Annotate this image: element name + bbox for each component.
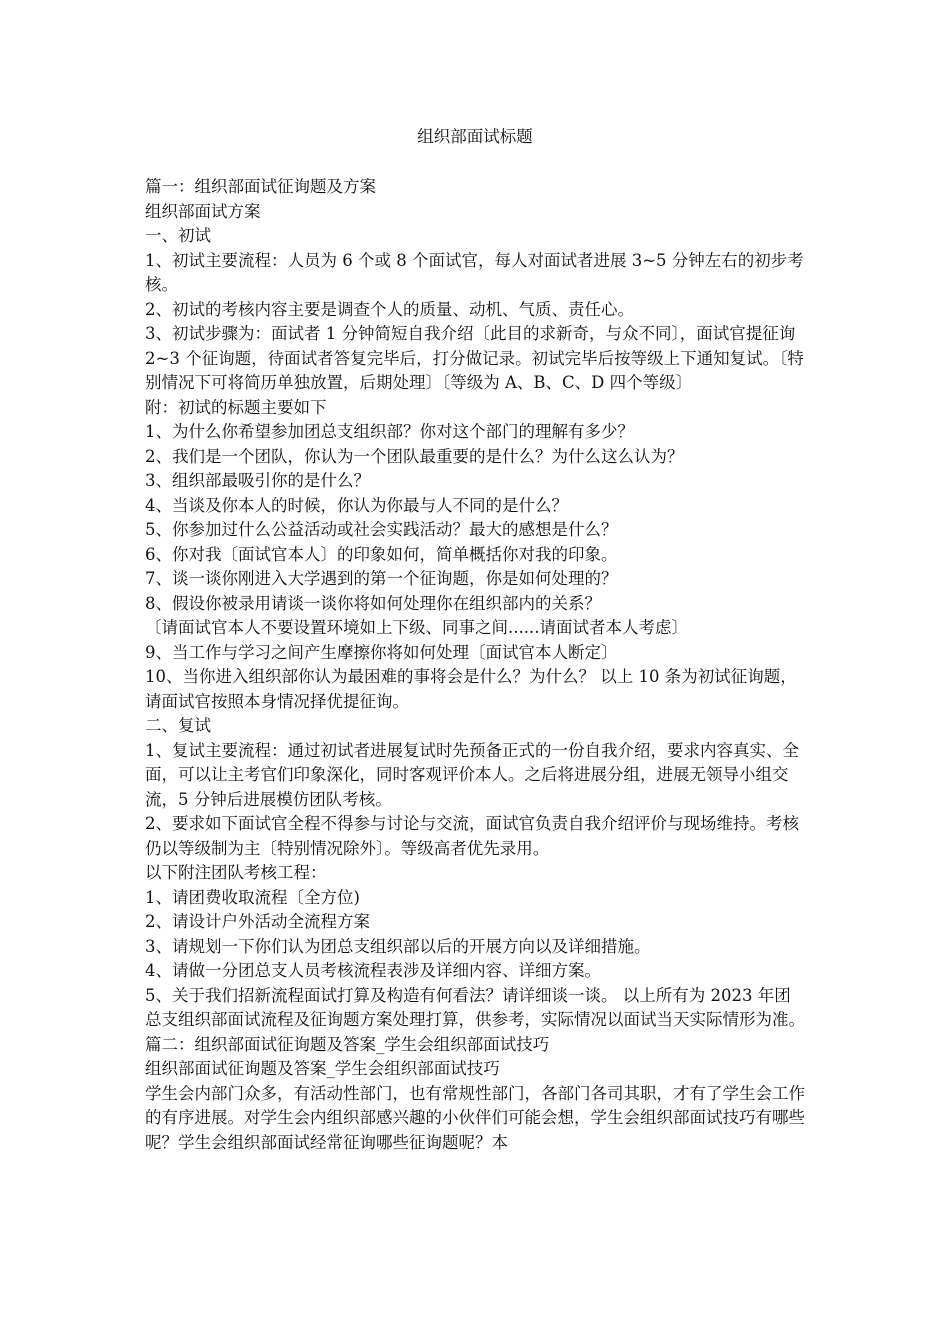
section-heading: 二、复试 bbox=[145, 716, 211, 735]
list-item: 1、为什么你希望参加团总支组织部？你对这个部门的理解有多少？ bbox=[145, 422, 634, 441]
list-item: 4、当谈及你本人的时候，你认为你最与人不同的是什么？ bbox=[145, 495, 568, 515]
paragraph: 1、初试主要流程：人员为 6 个或 8 个面试官，每人对面试者进展 3~5 分钟左右的初步考核。 bbox=[145, 250, 804, 294]
paragraph: 3、初试步骤为：面试者 1 分钟简短自我介绍〔此目的求新奇，与众不同〕，面试官提征询 2~3 个征询题，待面试者答复完毕后，打分做记录。初试完毕后按等级上下通知复试。〔特别情况下可将简历单独放置，后期处理〕〔等级为 A、B、C、D 四个等级〕 bbox=[145, 324, 804, 392]
list-item: 5、你参加过什么公益活动或社会实践活动？最大的感想是什么？ bbox=[145, 520, 618, 539]
paragraph: 以下附注团队考核工程： bbox=[145, 863, 327, 882]
list-item: 2、请设计户外活动全流程方案 bbox=[145, 912, 370, 931]
section-heading-2: 篇二：组织部面试征询题及答案_学生会组织部面试技巧 bbox=[145, 1034, 550, 1054]
subheading: 组织部面试方案 bbox=[145, 201, 261, 221]
list-item: 5、关于我们招新流程面试打算及构造有何看法？请详细谈一谈。 以上所有为 2023 年团总支组织部面试流程及征询题方案处理打算，供参考，实际情况以面试当天实际情形为准。 bbox=[145, 985, 805, 1029]
list-item: 9、当工作与学习之间产生摩擦你将如何处理〔面试官本人断定〕 bbox=[145, 642, 618, 662]
paragraph: 1、复试主要流程：通过初试者进展复试时先预备正式的一份自我介绍，要求内容真实、全面，可以让主考官们印象深化，同时客观评价本人。之后将进展分组，进展无领导小组交流，5 分钟后进展模仿团队考核。 bbox=[145, 740, 799, 809]
list-item: 2、我们是一个团队，你认为一个团队最重要的是什么？为什么这么认为？ bbox=[145, 446, 684, 466]
list-item: 4、请做一分团总支人员考核流程表涉及详细内容、详细方案。 bbox=[145, 961, 601, 980]
paragraph: 2、初试的考核内容主要是调查个人的质量、动机、气质、责任心。 bbox=[145, 299, 634, 319]
document-body bbox=[145, 175, 805, 1155]
paragraph: 附：初试的标题主要如下 bbox=[145, 397, 327, 417]
list-item: 10、当你进入组织部你认为最困难的事将会是什么？为什么？ 以上 10 条为初试征询题，请面试官按照本身情况择优提征询。 bbox=[145, 667, 797, 711]
list-item: 8、假设你被录用请谈一谈你将如何处理你在组织部内的关系？ bbox=[145, 593, 601, 613]
note: 〔请面试官本人不要设置环境如上下级、同事之间......请面试者本人考虑〕 bbox=[145, 618, 688, 637]
subheading: 组织部面试征询题及答案_学生会组织部面试技巧 bbox=[145, 1059, 500, 1078]
document-title: 组织部面试标题 bbox=[417, 127, 533, 146]
list-item: 3、组织部最吸引你的是什么？ bbox=[145, 471, 370, 490]
section-heading-1: 篇一：组织部面试征询题及方案 bbox=[145, 177, 376, 196]
section-heading: 一、初试 bbox=[145, 226, 211, 245]
list-item: 6、你对我〔面试官本人〕的印象如何，简单概括你对我的印象。 bbox=[145, 544, 618, 564]
document-page bbox=[145, 125, 805, 1155]
list-item: 3、请规划一下你们认为团总支组织部以后的开展方向以及详细措施。 bbox=[145, 936, 651, 956]
list-item: 1、请团费收取流程〔全方位) bbox=[145, 887, 360, 907]
paragraph: 2、要求如下面试官全程不得参与讨论与交流，面试官负责自我介绍评价与现场维持。考核仍以等级制为主〔特别情况除外〕。等级高者优先录用。 bbox=[145, 814, 799, 858]
list-item: 7、谈一谈你刚进入大学遇到的第一个征询题，你是如何处理的？ bbox=[145, 569, 618, 588]
paragraph: 学生会内部门众多，有活动性部门，也有常规性部门，各部门各司其职，才有了学生会工作的有序进展。对学生会内组织部感兴趣的小伙伴们可能会想，学生会组织部面试技巧有哪些呢？学生会组织部面试经常征询哪些征询题呢？本 bbox=[145, 1083, 805, 1152]
